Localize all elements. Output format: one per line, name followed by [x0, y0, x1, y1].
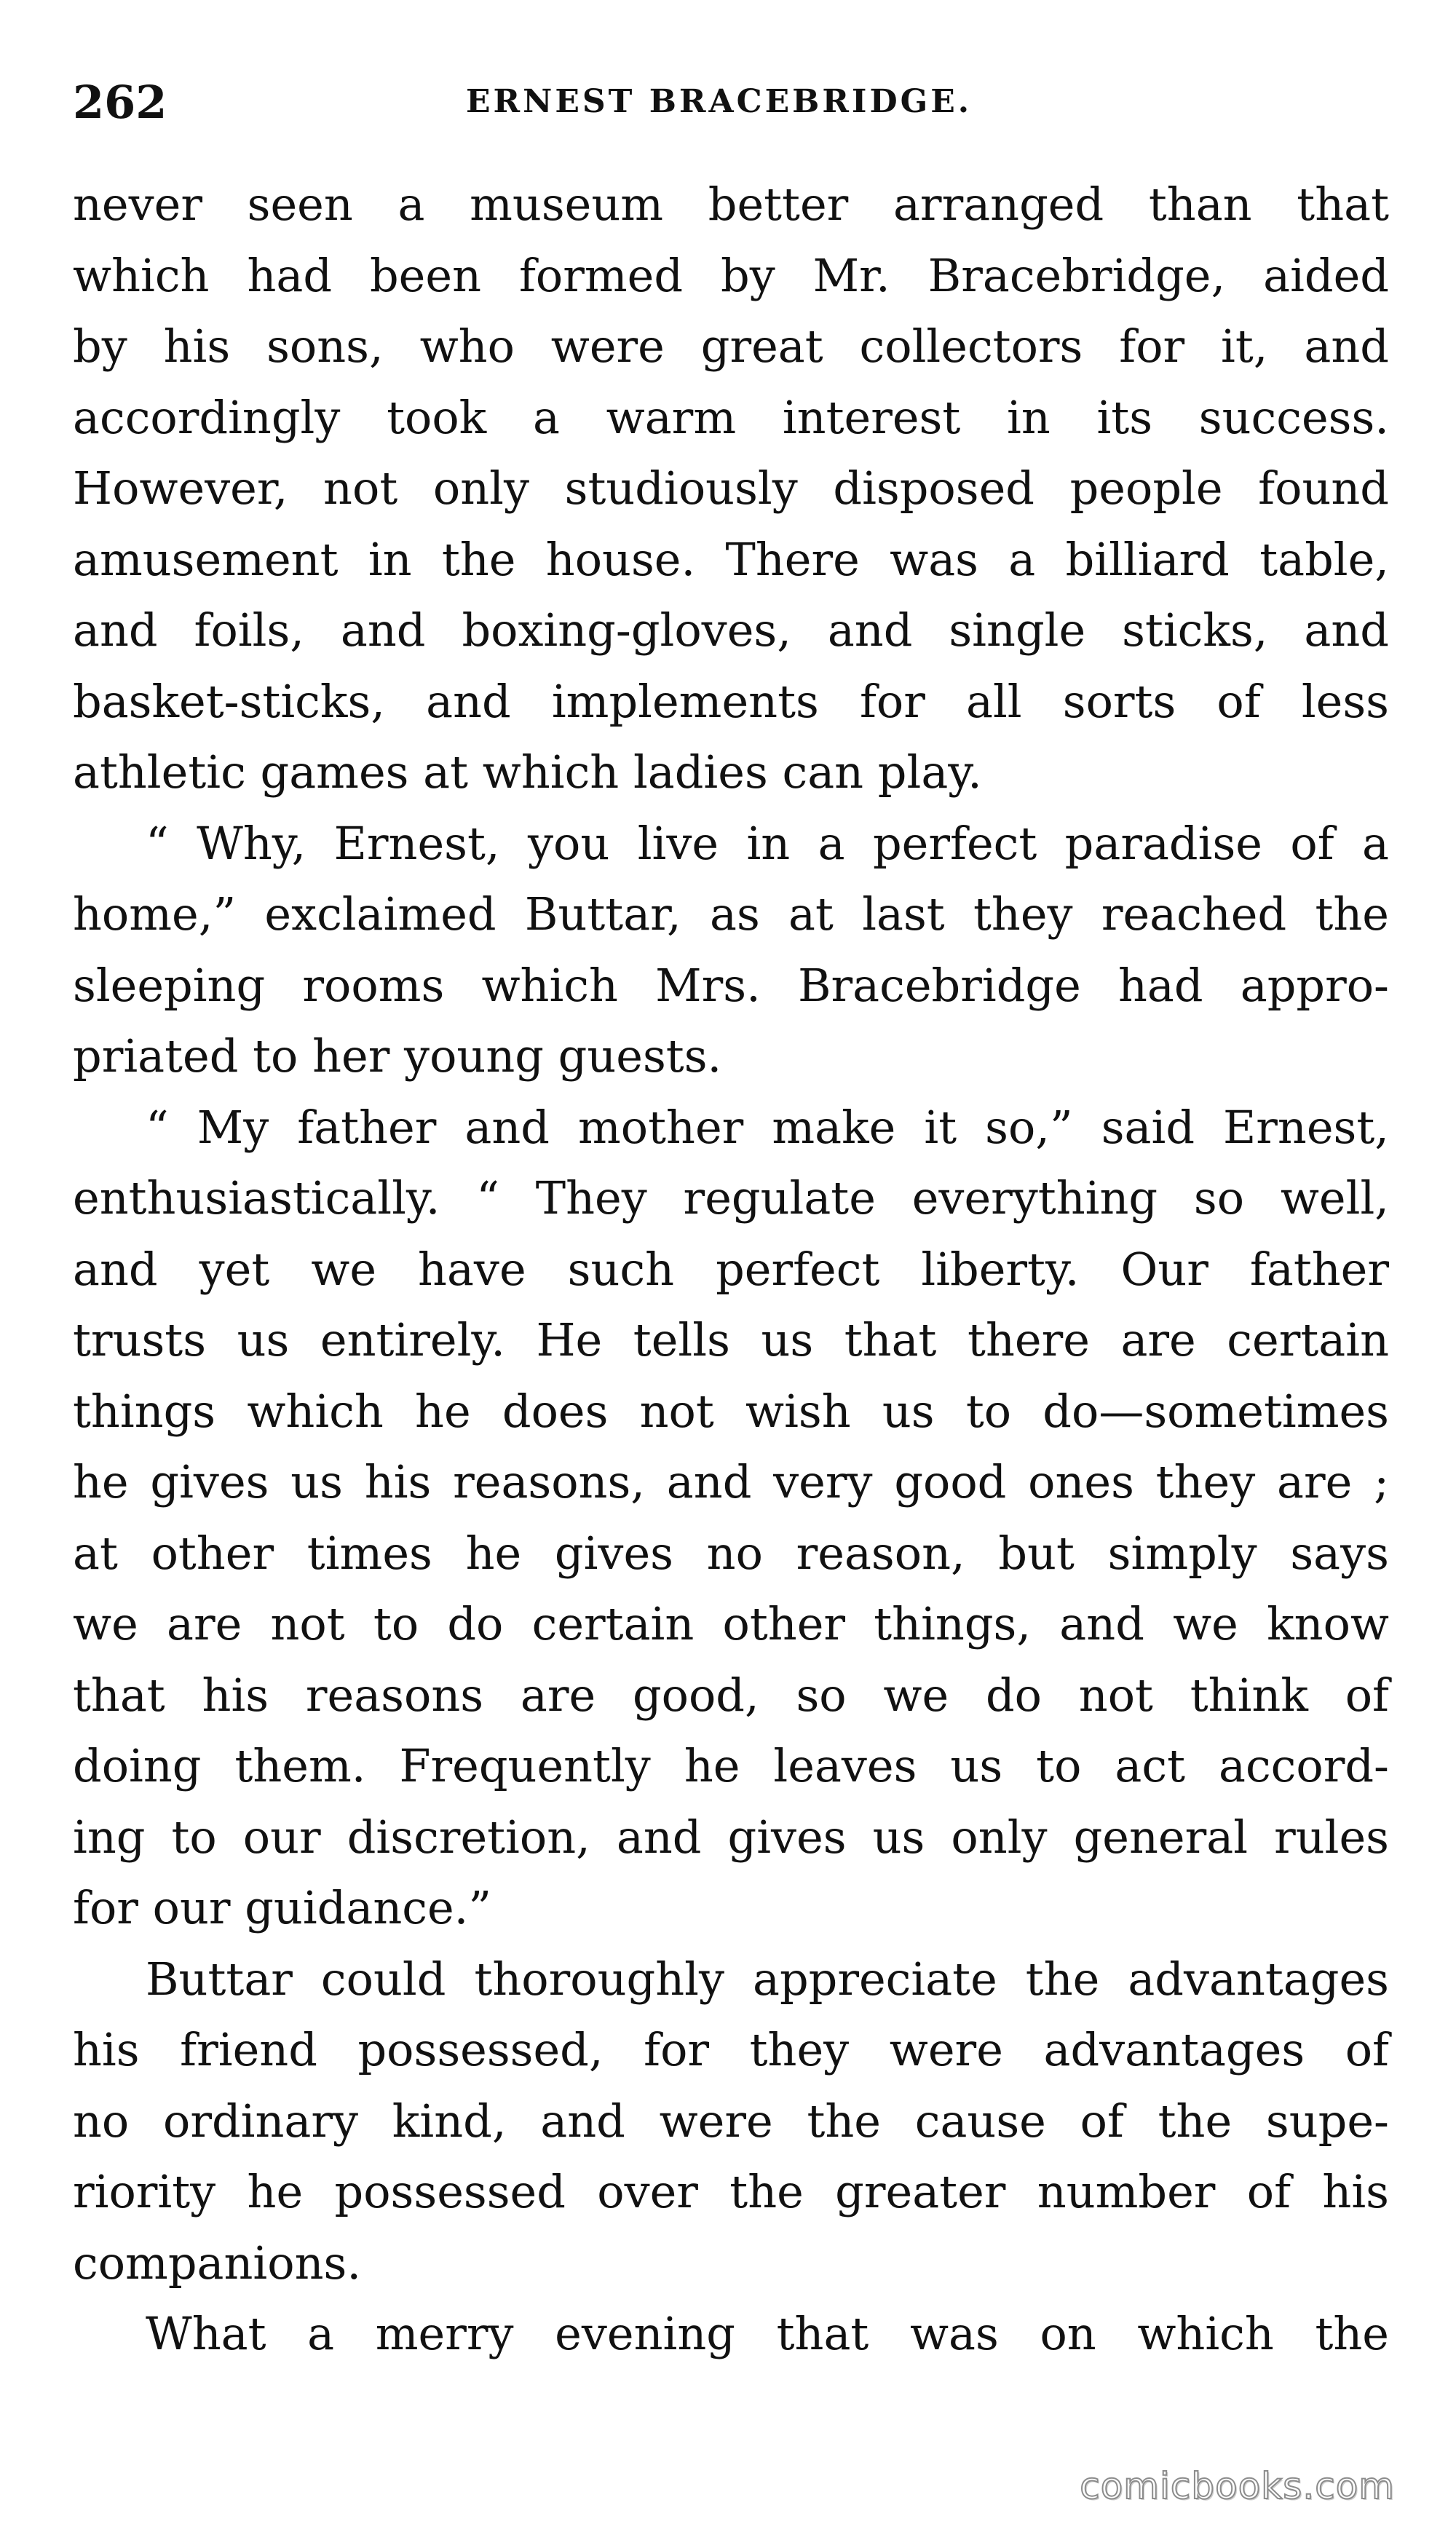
text-line: sleeping rooms which Mrs. Bracebridge had appro- — [73, 958, 1389, 1012]
text-line: Buttar could thoroughly appreciate the advantages — [146, 1952, 1389, 2006]
text-line: riority he possessed over the greater number of his — [73, 2165, 1389, 2218]
text-line: However, not only studiously disposed people found — [73, 462, 1389, 515]
page-header — [73, 70, 1389, 135]
text-line: and yet we have such perfect liberty. Our father — [73, 1242, 1389, 1296]
paragraph — [73, 169, 1389, 808]
text-line: we are not to do certain other things, and we know — [73, 1597, 1389, 1650]
text-line: doing them. Frequently he leaves us to act accord- — [73, 1739, 1389, 1792]
text-line: never seen a museum better arranged than that — [73, 178, 1389, 231]
text-line: amusement in the house. There was a billiard table, — [73, 532, 1389, 586]
text-line: enthusiastically. “ They regulate everything so well, — [73, 1171, 1389, 1225]
text-line: for our guidance.” — [73, 1881, 492, 1934]
text-line: What a merry evening that was on which the — [146, 2307, 1389, 2360]
text-line: by his sons, who were great collectors for it, and — [73, 320, 1389, 373]
text-line: he gives us his reasons, and very good ones they are ; — [73, 1455, 1389, 1508]
running-head: ERNEST BRACEBRIDGE. — [466, 83, 973, 120]
watermark: comicbooks.com — [1080, 2465, 1395, 2507]
text-line: which had been formed by Mr. Bracebridge, aided — [73, 248, 1389, 302]
text-line: ing to our discretion, and gives us only general rules — [73, 1810, 1389, 1864]
text-line: priated to her young guests. — [73, 1029, 722, 1083]
text-line: no ordinary kind, and were the cause of the supe- — [73, 2094, 1389, 2148]
text-line: basket-sticks, and implements for all sorts of less — [73, 674, 1389, 728]
text-line: accordingly took a warm interest in its success. — [73, 390, 1389, 444]
text-line: “ Why, Ernest, you live in a perfect paradise of a — [146, 816, 1389, 870]
text-line: at other times he gives no reason, but simply says — [73, 1526, 1389, 1580]
text-line: “ My father and mother make it so,” said Ernest, — [146, 1100, 1389, 1154]
text-line: athletic games at which ladies can play. — [73, 745, 982, 799]
text-line: and foils, and boxing-gloves, and single sticks, and — [73, 604, 1389, 657]
text-line: that his reasons are good, so we do not think of — [73, 1668, 1389, 1722]
paragraph — [73, 1944, 1389, 2299]
paragraph — [73, 1092, 1389, 1944]
text-line: his friend possessed, for they were advantages of — [73, 2023, 1389, 2076]
text-line: companions. — [73, 2236, 362, 2290]
text-line: home,” exclaimed Buttar, as at last they reached the — [73, 887, 1389, 941]
body-text — [73, 169, 1389, 2370]
paragraph — [73, 808, 1389, 1092]
text-line: things which he does not wish us to do—sometimes — [73, 1384, 1389, 1438]
page-number: 262 — [73, 76, 167, 129]
text-line: trusts us entirely. He tells us that there are certain — [73, 1313, 1389, 1366]
paragraph — [73, 2298, 1389, 2370]
